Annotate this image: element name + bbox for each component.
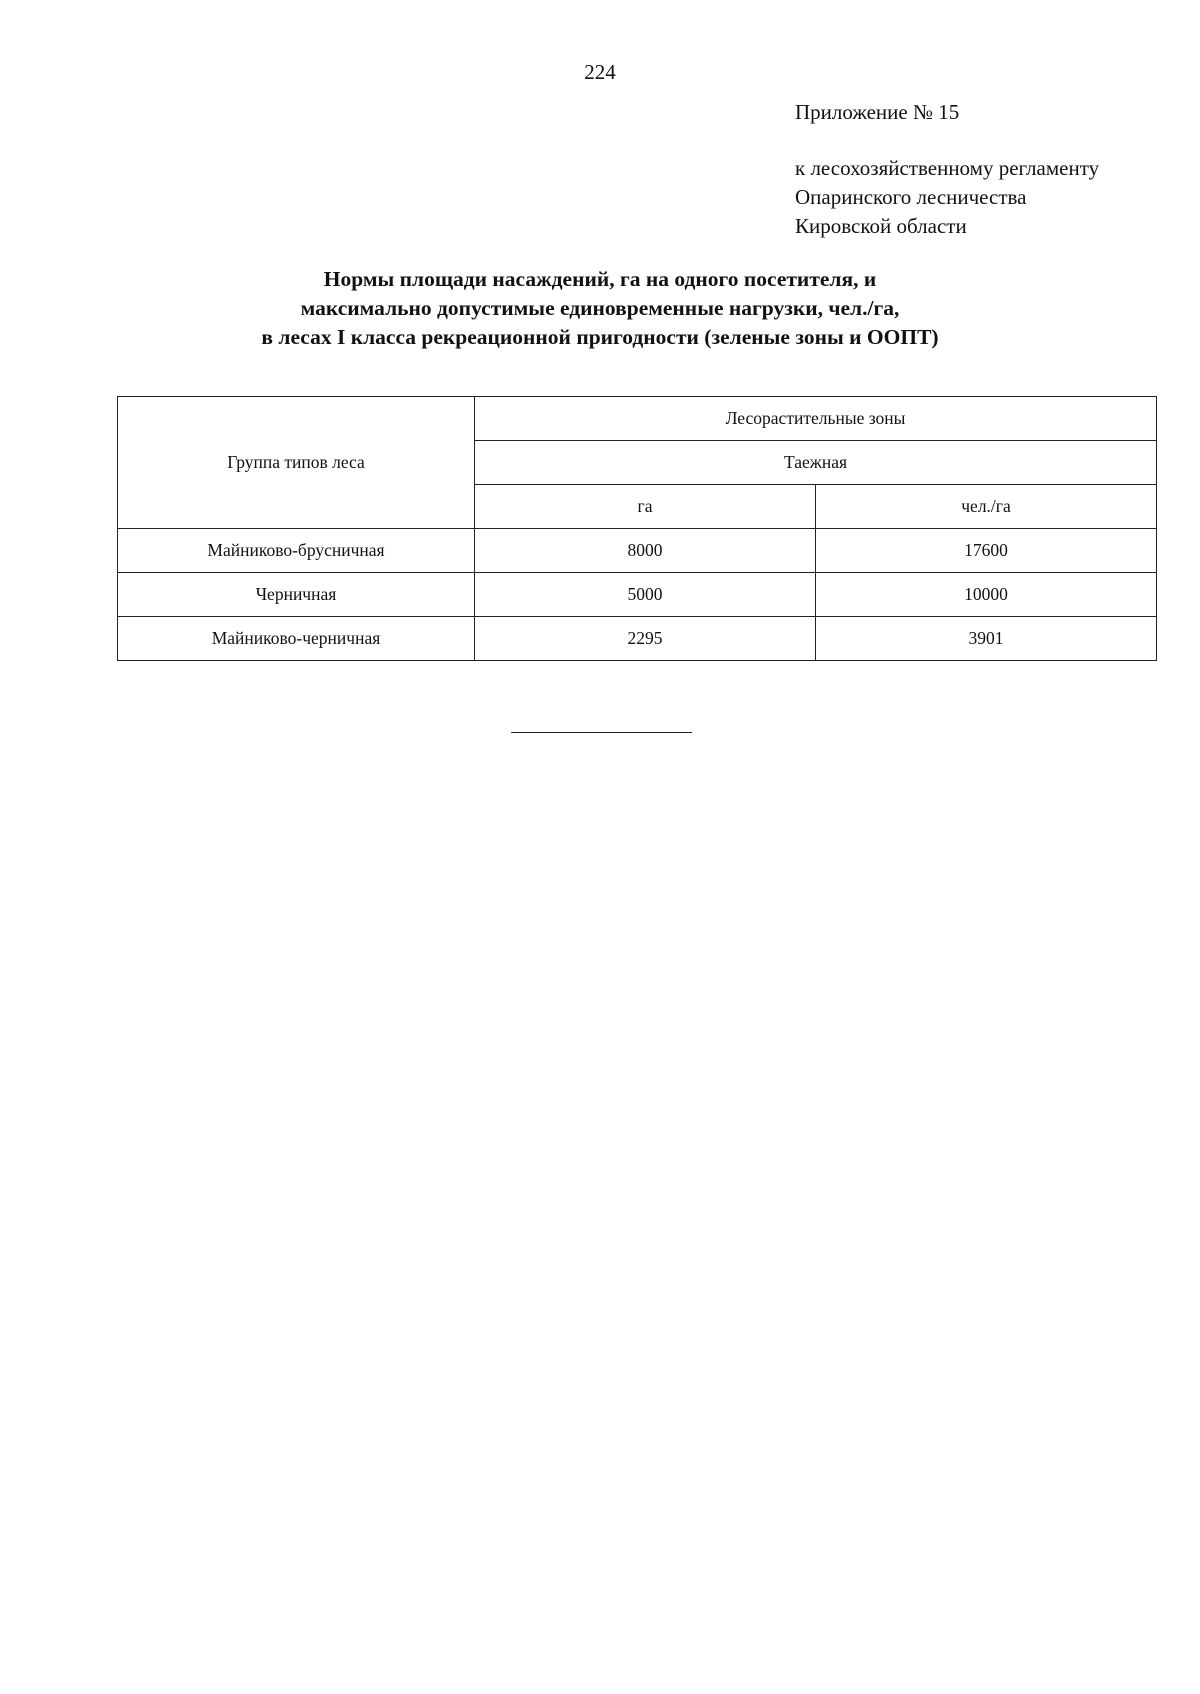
norms-table: [117, 396, 1157, 661]
table-row: [118, 573, 1157, 617]
cell-ha: 5000: [475, 573, 816, 617]
title-line: Нормы площади насаждений, га на одного посетителя, и: [323, 267, 877, 291]
regulation-line: Кировской области: [795, 214, 967, 238]
cell-ha: 2295: [475, 617, 816, 661]
regulation-line: Опаринского лесничества: [795, 185, 1027, 209]
header-vegetation-zones: Лесорастительные зоны: [475, 397, 1157, 441]
appendix-label: Приложение № 15: [795, 100, 960, 124]
header-people-per-ha: чел./га: [816, 485, 1157, 529]
title-line: максимально допустимые единовременные нагрузки, чел./га,: [300, 296, 900, 320]
cell-forest-group: Черничная: [118, 573, 475, 617]
header-zone-taiga: Таежная: [475, 441, 1157, 485]
cell-people-per-ha: 10000: [816, 573, 1157, 617]
table-row: [118, 529, 1157, 573]
regulation-line: к лесохозяйственному регламенту: [795, 156, 1100, 180]
table-header-row: [118, 397, 1157, 441]
page-number: 224: [584, 60, 616, 84]
cell-people-per-ha: 3901: [816, 617, 1157, 661]
table-row: [118, 617, 1157, 661]
end-divider-line: [511, 732, 692, 733]
cell-forest-group: Майниково-черничная: [118, 617, 475, 661]
cell-ha: 8000: [475, 529, 816, 573]
document-title: [0, 265, 1200, 352]
cell-people-per-ha: 17600: [816, 529, 1157, 573]
title-line: в лесах I класса рекреационной пригодности (зеленые зоны и ООПТ): [261, 325, 939, 349]
header-forest-type-group: Группа типов леса: [118, 397, 475, 529]
header-ha: га: [475, 485, 816, 529]
cell-forest-group: Майниково-брусничная: [118, 529, 475, 573]
regulation-reference: [795, 154, 1099, 241]
